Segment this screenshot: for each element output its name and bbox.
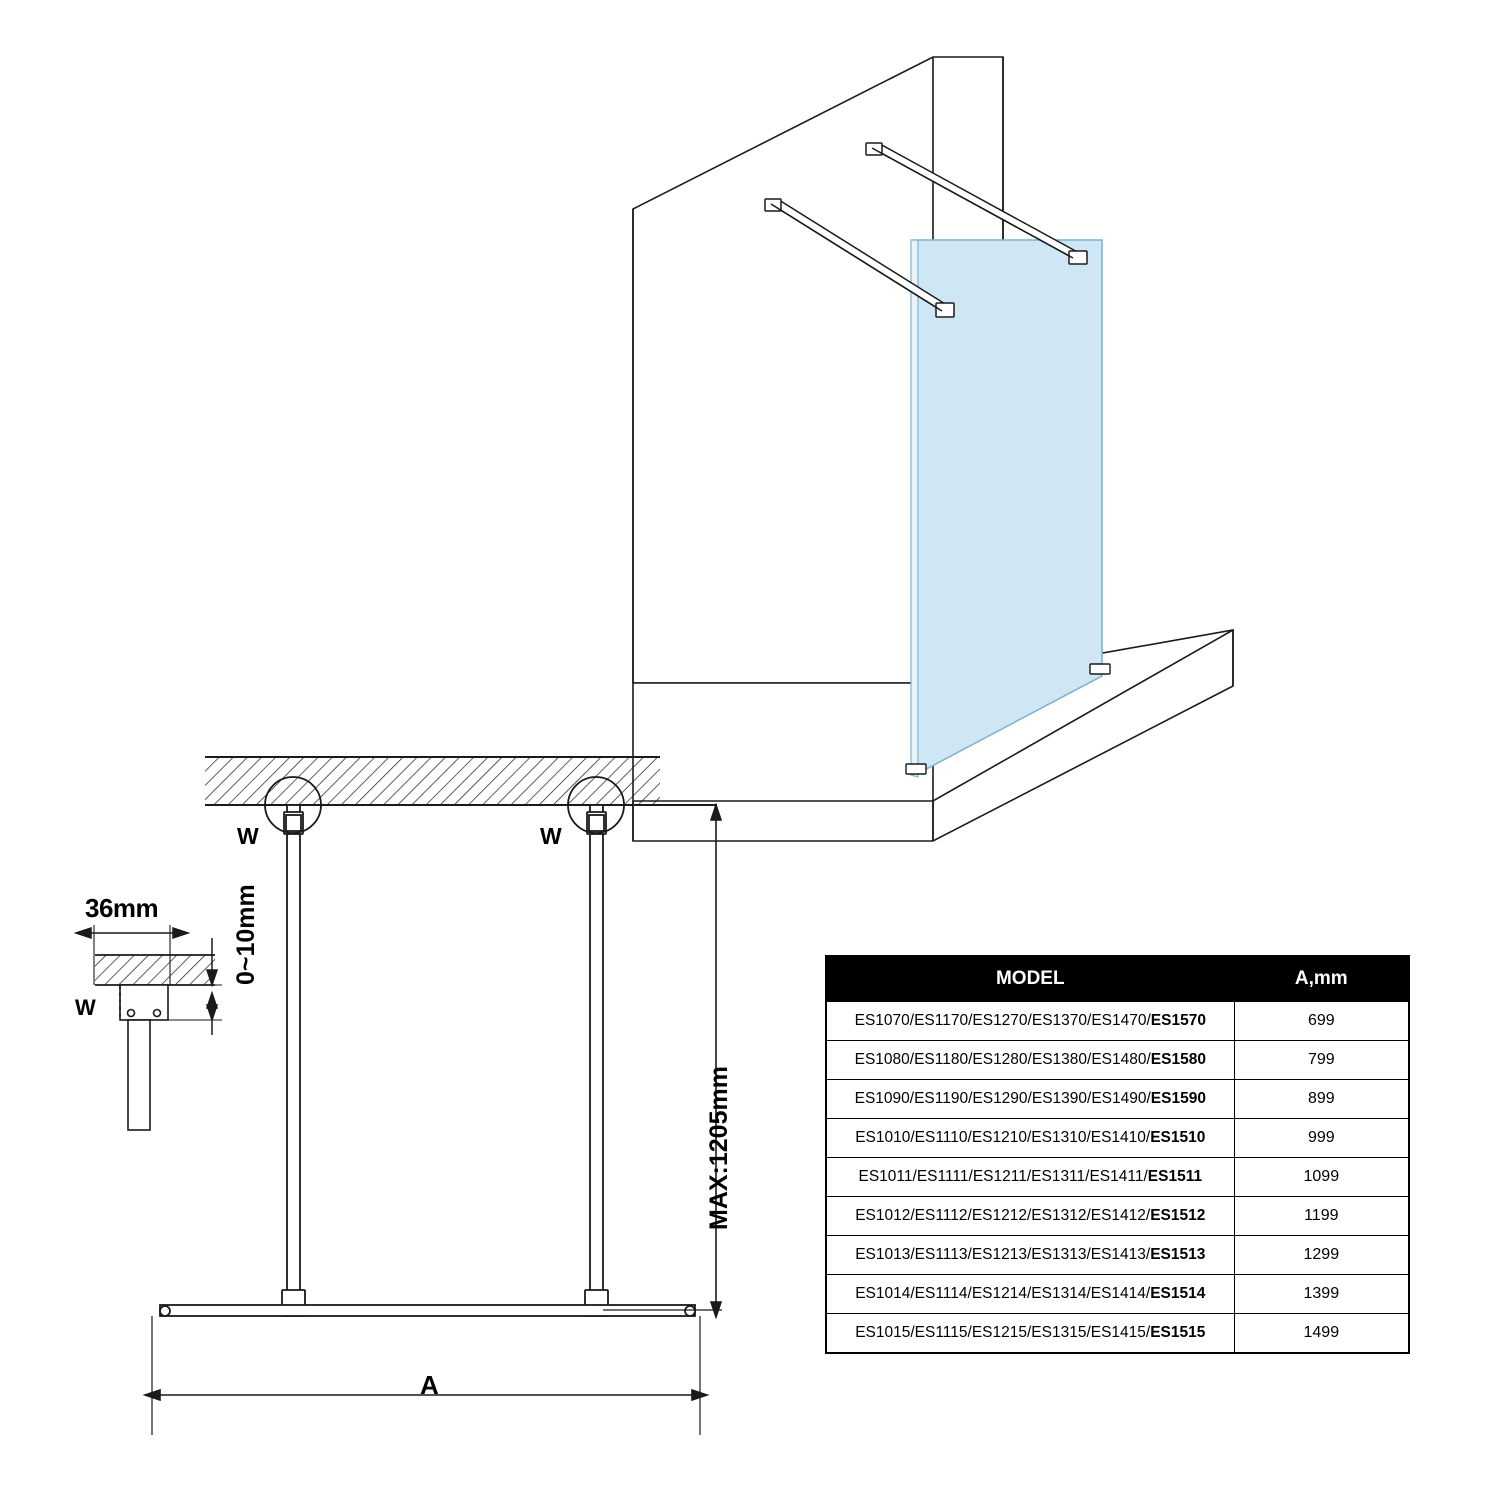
model-list-highlight: ES1570	[1150, 1012, 1206, 1029]
cell-a-mm: 1299	[1234, 1236, 1409, 1275]
cell-a-mm: 899	[1234, 1080, 1409, 1119]
label-profile-width: 36mm	[85, 893, 159, 923]
cell-model	[826, 1119, 1234, 1158]
cell-a-mm: 799	[1234, 1041, 1409, 1080]
model-list-highlight: ES1514	[1150, 1285, 1206, 1302]
cell-model	[826, 1080, 1234, 1119]
model-list-highlight: ES1515	[1150, 1324, 1206, 1341]
header-a-mm: A,mm	[1234, 956, 1409, 1002]
label-gap-range: 0~10mm	[232, 884, 260, 985]
cell-model	[826, 1314, 1234, 1354]
table-row	[826, 1158, 1409, 1197]
model-list-plain: ES1080/ES1180/ES1280/ES1380/ES1480/	[854, 1051, 1151, 1068]
model-list-highlight: ES1590	[1150, 1090, 1206, 1107]
cell-model	[826, 1041, 1234, 1080]
model-list-highlight: ES1512	[1150, 1207, 1206, 1224]
model-list-plain: ES1014/ES1114/ES1214/ES1314/ES1414/	[855, 1285, 1151, 1302]
header-model: MODEL	[826, 956, 1234, 1002]
cell-a-mm: 999	[1234, 1119, 1409, 1158]
model-list-plain: ES1015/ES1115/ES1215/ES1315/ES1415/	[855, 1324, 1151, 1341]
table-row	[826, 1197, 1409, 1236]
model-list-highlight: ES1513	[1150, 1246, 1206, 1263]
model-spec-table	[825, 955, 1410, 1354]
label-w-detail: W	[75, 995, 96, 1020]
cell-model	[826, 1197, 1234, 1236]
cell-a-mm: 1099	[1234, 1158, 1409, 1197]
table-row	[826, 1119, 1409, 1158]
table-row	[826, 1041, 1409, 1080]
table-row	[826, 1002, 1409, 1041]
model-list-plain: ES1012/ES1112/ES1212/ES1312/ES1412/	[855, 1207, 1151, 1224]
cell-a-mm: 1199	[1234, 1197, 1409, 1236]
table-row	[826, 1314, 1409, 1354]
model-list-plain: ES1011/ES1111/ES1211/ES1311/ES1411/	[858, 1168, 1148, 1185]
model-list-plain: ES1090/ES1190/ES1290/ES1390/ES1490/	[854, 1090, 1151, 1107]
model-list-plain: ES1070/ES1170/ES1270/ES1370/ES1470/	[854, 1012, 1151, 1029]
model-list-highlight: ES1510	[1150, 1129, 1206, 1146]
cell-a-mm: 1399	[1234, 1275, 1409, 1314]
model-list-plain: ES1010/ES1110/ES1210/ES1310/ES1410/	[855, 1129, 1151, 1146]
cell-a-mm: 699	[1234, 1002, 1409, 1041]
model-list-plain: ES1013/ES1113/ES1213/ES1313/ES1413/	[855, 1246, 1151, 1263]
table-row	[826, 1236, 1409, 1275]
cell-model	[826, 1002, 1234, 1041]
table-header-row	[826, 956, 1409, 1002]
cell-model	[826, 1158, 1234, 1197]
cell-model	[826, 1236, 1234, 1275]
label-max-height: MAX:1205mm	[705, 1066, 733, 1230]
table-row	[826, 1080, 1409, 1119]
label-w-left: W	[237, 823, 259, 849]
cell-a-mm: 1499	[1234, 1314, 1409, 1354]
model-list-highlight: ES1580	[1150, 1051, 1206, 1068]
label-width-dim: A	[420, 1370, 439, 1400]
label-w-right: W	[540, 823, 562, 849]
table-row	[826, 1275, 1409, 1314]
model-list-highlight: ES1511	[1147, 1168, 1203, 1185]
cell-model	[826, 1275, 1234, 1314]
